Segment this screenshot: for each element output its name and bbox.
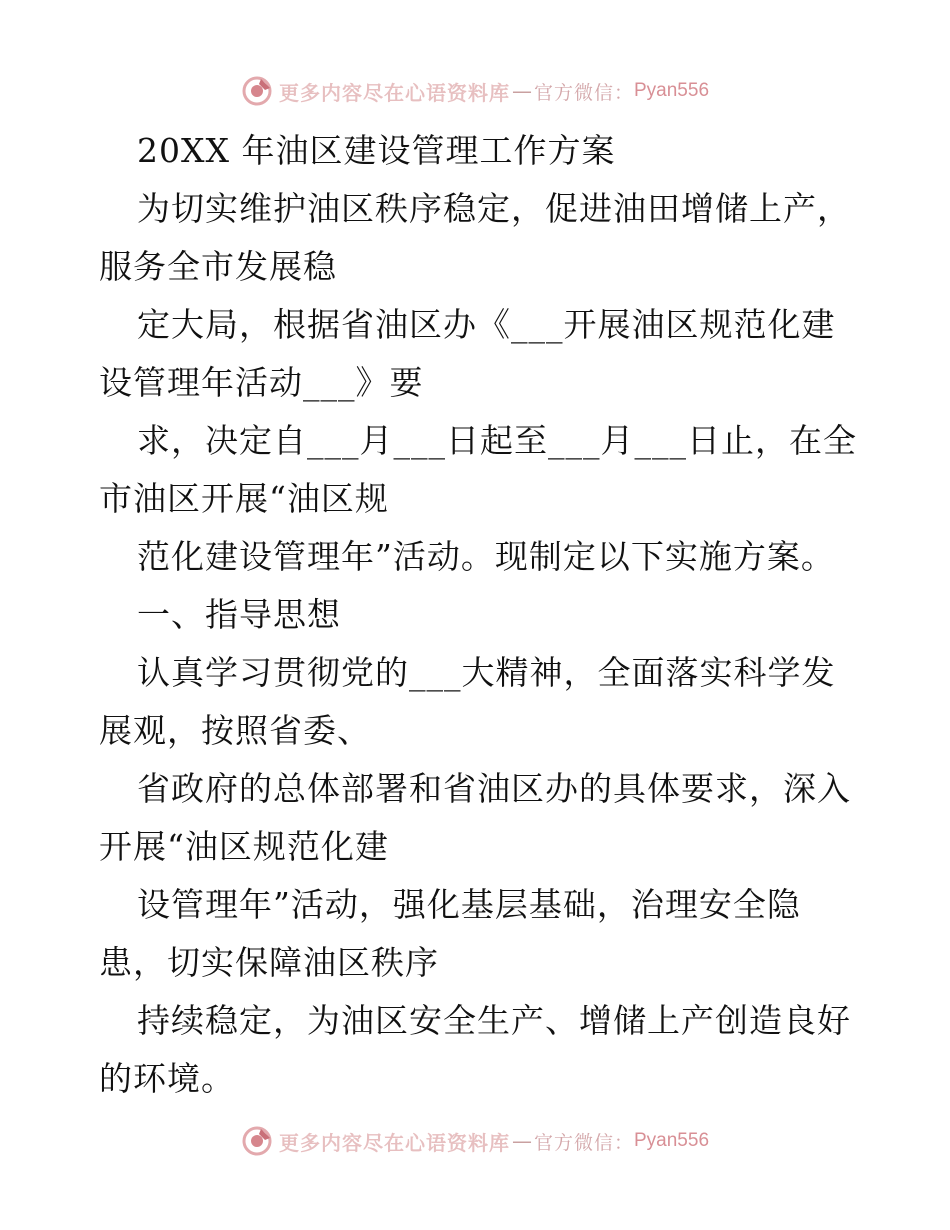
watermark-banner-top (0, 71, 950, 111)
brand-logo-icon (241, 1125, 273, 1157)
document-line: 服务全市发展稳 (99, 247, 337, 286)
watermark-wechat-label: 官方微信： (533, 1131, 634, 1154)
document-line: 设管理年”活动，强化基层基础，治理安全隐 (137, 885, 801, 924)
document-line: 设管理年活动___》要 (99, 363, 424, 402)
section-heading: 一、指导思想 (137, 595, 341, 634)
document-line: 的环境。 (99, 1059, 235, 1098)
watermark-brand-text: 更多内容尽在心语资料库 (278, 1130, 510, 1155)
watermark-wechat-id: Pyan556 (634, 80, 710, 101)
document-line: 定大局，根据省油区办《___开展油区规范化建 (137, 305, 836, 344)
watermark-banner-bottom (0, 1121, 950, 1161)
document-body (99, 122, 859, 1108)
watermark-brand-text: 更多内容尽在心语资料库 (278, 80, 510, 105)
document-line: 求，决定自___月___日起至___月___日止，在全 (137, 421, 857, 460)
document-line: 展观，按照省委、 (99, 711, 371, 750)
document-line: 患，切实保障油区秩序 (99, 943, 439, 982)
document-line: 为切实维护油区秩序稳定，促进油田增储上产， (137, 189, 851, 228)
document-title: 20XX 年油区建设管理工作方案 (137, 131, 616, 170)
watermark-wechat-label: 官方微信： (533, 81, 634, 104)
watermark-separator: — (511, 79, 532, 103)
document-line: 范化建设管理年”活动。现制定以下实施方案。 (137, 537, 835, 576)
watermark-separator: — (511, 1129, 532, 1153)
document-line: 认真学习贯彻党的___大精神，全面落实科学发 (137, 653, 836, 692)
document-line: 持续稳定，为油区安全生产、增储上产创造良好 (137, 1001, 851, 1040)
document-line: 省政府的总体部署和省油区办的具体要求，深入 (137, 769, 851, 808)
watermark-wechat-id: Pyan556 (634, 1130, 710, 1151)
document-line: 市油区开展“油区规 (99, 479, 389, 518)
brand-logo-icon (241, 75, 273, 107)
document-line: 开展“油区规范化建 (99, 827, 389, 866)
